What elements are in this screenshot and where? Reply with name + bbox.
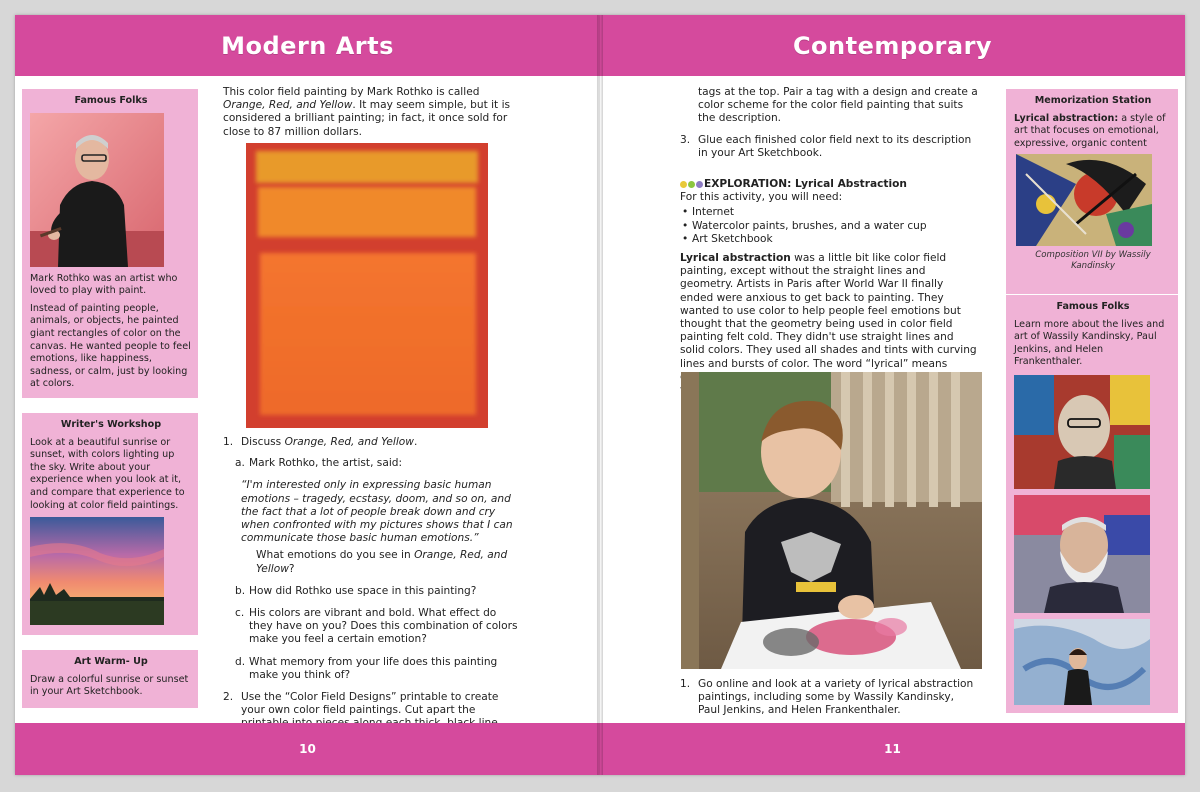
memorization-definition: Lyrical abstraction: a style of art that focuses on emotional, expressive, organic content	[1014, 112, 1166, 149]
left-discussion-list	[223, 436, 520, 744]
left-header-band	[15, 15, 600, 76]
art-warmup-title: Art Warm- Up	[74, 656, 148, 667]
book-spine	[597, 15, 603, 775]
sunset-photo	[30, 517, 164, 625]
right-page-number: 11	[884, 742, 901, 756]
left-page	[15, 15, 600, 775]
writers-workshop-text: Look at a beautiful sunrise or sunset, with colors lighting up the sky. Write about your experience when you look at it, and compare that experience to looking at color field paintings.	[30, 436, 185, 511]
rothko-portrait-photo	[30, 113, 164, 267]
famous-folks-right-box	[1006, 295, 1178, 713]
writers-workshop-title: Writer's Workshop	[60, 419, 162, 430]
right-header-band	[600, 15, 1185, 76]
exploration-heading: EXPLORATION: Lyrical Abstraction	[680, 178, 978, 191]
right-page-title: Contemporary	[792, 31, 993, 60]
list-item-3: 3. Glue each finished color field next to its description in your Art Sketchbook.	[680, 133, 972, 159]
memorization-station-box	[1006, 89, 1178, 294]
famous-folks-right-title: Famous Folks	[1056, 301, 1130, 312]
list-item-2: 2. Use the “Color Field Designs” printable to create your own color field paintings. Cut apart the	[223, 691, 499, 717]
supply-item: • Art Sketchbook	[680, 233, 978, 246]
famous-folks-title: Famous Folks	[74, 95, 148, 106]
memorization-station-title: Memorization Station	[1034, 95, 1152, 106]
right-page	[600, 15, 1185, 775]
exploration-section	[680, 178, 978, 397]
list-item-1: 1. Discuss Orange, Red, and Yellow.	[223, 436, 418, 448]
famous-folks-text-2: Instead of painting people, animals, or objects, he painted giant rectangles of color on the canvas. He wanted people to feel emotions, like happiness, sadness, or calm, just by looking at colors.	[30, 302, 191, 390]
famous-folks-text-1: Mark Rothko was an artist who loved to play with paint.	[30, 272, 178, 297]
left-page-title: Modern Arts	[221, 31, 394, 60]
rothko-painting-image	[246, 143, 488, 428]
exploration-intro: For this activity, you will need:	[680, 191, 843, 204]
frankenthaler-photo	[1014, 619, 1150, 705]
art-warmup-text: Draw a colorful sunrise or sunset in your Art Sketchbook.	[30, 673, 189, 698]
sub-item-b: b. How did Rothko use space in this painting?	[235, 584, 477, 597]
rothko-quote: “I'm interested only in expressing basic human emotions – tragedy, ecstasy, doom, and so on, and the fact that a lot of people break down and cry when confronted with my pictures shows that I can communicate those basic human emotions.”	[241, 479, 513, 545]
kandinsky-composition-image	[1016, 154, 1152, 246]
left-page-number: 10	[299, 742, 316, 756]
supplies-list	[680, 206, 978, 246]
jenkins-portrait-photo	[1014, 495, 1150, 613]
supply-item: • Watercolor paints, brushes, and a water cup	[680, 220, 978, 233]
kandinsky-caption: Composition VII by Wassily Kandinsky	[1035, 250, 1151, 272]
list-item-final-1: 1. Go online and look at a variety of lyrical abstraction paintings, including some by Wassily Kandinsky, Paul Jenkins, and Helen Frankenthaler.	[680, 678, 974, 717]
supply-item: • Internet	[680, 206, 978, 219]
sub-item-a: a. Mark Rothko, the artist, said:	[235, 457, 403, 470]
left-intro-paragraph: This color field painting by Mark Rothko is called Orange, Red, and Yellow. It may seem simple, but it is considered a brilliant painting; in fact, it once sold for close to 87 million dollars.	[223, 86, 511, 138]
right-continued-list	[680, 86, 978, 160]
purple-dot-icon	[696, 181, 703, 188]
writers-workshop-box	[22, 413, 198, 635]
kandinsky-portrait-photo	[1014, 375, 1150, 489]
art-warmup-box	[22, 650, 198, 708]
right-footer-band	[600, 723, 1185, 775]
famous-folks-box	[22, 89, 198, 398]
right-final-list	[680, 678, 978, 718]
sub-item-a-question: What emotions do you see in Orange, Red, and Yellow?	[256, 549, 508, 575]
yellow-dot-icon	[680, 181, 687, 188]
continued-text: tags at the top. Pair a tag with a design and create a color scheme for the color field painting that suits the description.	[698, 86, 978, 125]
left-footer-band	[15, 723, 600, 775]
famous-folks-right-text: Learn more about the lives and art of Wassily Kandinsky, Paul Jenkins, and Helen Frankenthaler.	[1014, 318, 1165, 368]
sub-item-c: c. His colors are vibrant and bold. What effect do they have on you? Does this combination of colors make you feel a certain emotion?	[235, 607, 518, 646]
boy-painting-photo	[681, 372, 982, 669]
green-dot-icon	[688, 181, 695, 188]
sub-item-d: d. What memory from your life does this painting make you think of?	[235, 655, 498, 681]
lyrical-abstraction-paragraph: Lyrical abstraction was a little bit like color field painting, except without the straight lines and geometry. Artists in Paris after World War II finally ended were anxious to get back to painting. They wanted to use color to help people feel emotions but thought that the geometry being used in color field painting felt cold. They didn't use straight lines and solid colors. They used all shades and tints with curving lines and bursts of color. The word “lyrical” means	[680, 252, 977, 370]
